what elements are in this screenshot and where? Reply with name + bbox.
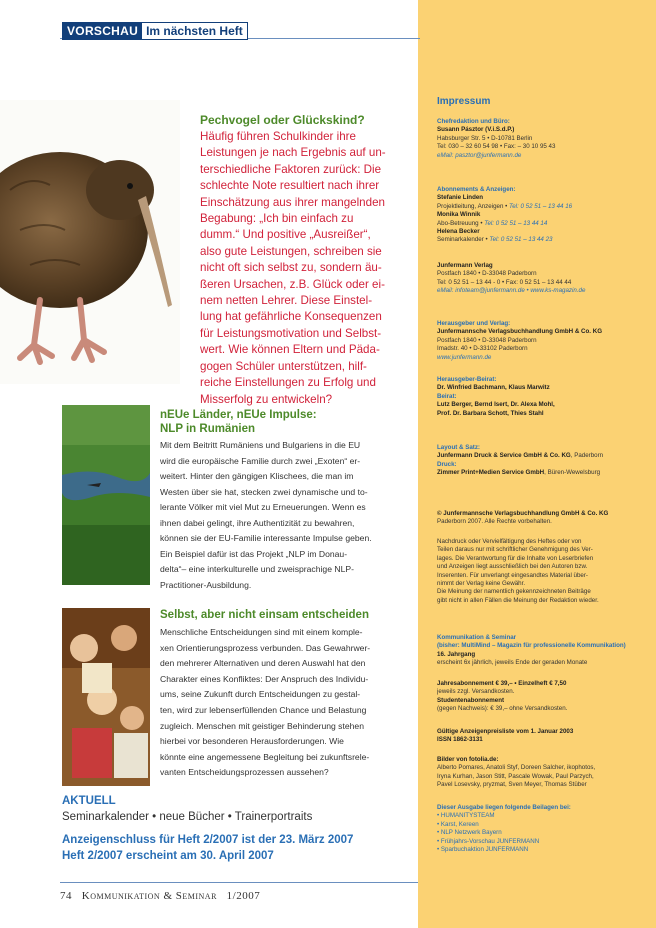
text-line: Leistungen je nach Ergebnis auf un-: [200, 146, 386, 160]
article-nlp-body: [160, 438, 410, 593]
imp-beilage: • Sparbuchaktion JUNFERMANN: [437, 846, 529, 854]
aktuell-items: Seminarkalender • neue Bücher • Trainerportraits: [62, 811, 313, 823]
header-tag: VORSCHAU: [63, 23, 142, 39]
imp-email: eMail: pasztor@junfermann.de: [437, 151, 522, 159]
imp-city: , Paderborn: [570, 452, 604, 460]
anzeigenschluss-note: Anzeigenschluss für Heft 2/2007 ist der 23. März 2007: [62, 834, 354, 846]
section-header: [62, 22, 248, 40]
imp-ks: [437, 634, 649, 668]
text-line: Charakter eines Konfliktes: Der Anspruch des Individu-: [160, 673, 369, 684]
imp-line: © Junfermannsche Verlagsbuchhandlung GmbH & Co. KG: [437, 510, 609, 517]
text-line: Practitioner-Ausbildung.: [160, 579, 252, 590]
imp-layout: [437, 444, 649, 478]
imp-phone: Tel: 0 52 51 – 13 44 16: [509, 202, 573, 210]
imp-website: www.junfermann.de: [437, 353, 492, 361]
kiwi-bird-image: [0, 100, 180, 384]
text-line: Mit dem Beitritt Rumäniens und Bulgariens in die EU: [160, 440, 361, 450]
text-line: ums, seine Zukunft durch Entscheidungen zu gestal-: [160, 689, 361, 700]
text-line: dumm.“ Und positive „Ausreißer“,: [200, 228, 371, 242]
text-line: ten, wird zur lebenserfüllenden Chance und Belastung: [160, 704, 367, 715]
imp-heading: Beirat:: [437, 392, 457, 400]
text-line: können sie der EU-Familie interessante Impulse geben.: [160, 533, 372, 543]
text-line: lerante Völker mit viel Mut zu Erneuerungen. Wenn es: [160, 502, 366, 512]
imp-role: Abo-Betreuung •: [437, 219, 485, 227]
imp-beilage: • Frühjahrs-Vorschau JUNFERMANN: [437, 837, 540, 845]
imp-heading: Chefredaktion und Büro:: [437, 118, 510, 125]
imp-line: Dr. Winfried Bachmann, Klaus Marwitz: [437, 384, 550, 392]
children-illustration: [62, 608, 150, 786]
text-line: nicht oft sich selbst zu, sondern äu-: [200, 261, 382, 275]
imp-line: lages. Die Verantwortung für die Inhalte von Leserbriefen: [437, 554, 594, 562]
aktuell-heading: AKTUELL: [62, 795, 116, 807]
text-line: vanten Entscheidungsprozessen aussehen?: [160, 767, 329, 778]
imp-role: Seminarkalender •: [437, 236, 490, 244]
imp-line: Nachdruck oder Vervielfältigung des Heftes oder von: [437, 538, 582, 545]
imp-company: Zimmer Print+Medien Service GmbH: [437, 469, 545, 477]
text-line: ihnen dabei gelingt, ihre Authentizität zu bewahren,: [160, 517, 355, 528]
imp-herausgeber: [437, 320, 649, 362]
imp-company: Junfermann Druck & Service GmbH & Co. KG: [437, 452, 571, 460]
imp-phone: Tel: 0 52 51 – 13 44 14: [484, 219, 548, 227]
text-line: xen Orientierungsprozess verbunden. Das Gewahrwer-: [160, 642, 371, 653]
text-line: delta“– eine interkulturelle und zweisprachige NLP-: [160, 564, 354, 574]
imp-line: Susann Pásztor (V.i.S.d.P.): [437, 126, 515, 134]
imp-line: Gültige Anzeigenpreisliste vom 1. Januar 2003: [437, 728, 574, 735]
imp-verlag: [437, 262, 649, 296]
imp-beilage: • NLP Netzwerk Bayern: [437, 829, 502, 837]
page-footer: [60, 890, 260, 902]
text-line: Menschliche Entscheidungen sind mit einem komple-: [160, 627, 363, 637]
imp-heading: Herausgeber und Verlag:: [437, 320, 511, 327]
imp-line: [437, 220, 649, 228]
imp-line: [437, 236, 649, 244]
imp-abonnements: [437, 186, 649, 245]
magazine-name: Kommunikation & Seminar: [81, 890, 217, 902]
imp-heading: Bilder von fotolia.de:: [437, 756, 499, 763]
imp-line: [437, 452, 649, 460]
impressum-title: Impressum: [437, 96, 491, 107]
imp-city: , Büren-Wewelsburg: [544, 469, 601, 477]
imp-line: Alberto Pomares, Anatoli Styf, Doreen Salcher, ikophotos,: [437, 764, 596, 772]
article-pechvogel-title: Pechvogel oder Glückskind?: [200, 113, 365, 127]
imp-rights: [437, 538, 649, 605]
text-line: für Leistungsmotivation und Selbst-: [200, 326, 382, 340]
imp-role: Projektleitung, Anzeigen •: [437, 202, 509, 210]
text-line: also gute Leistungen, schreiben sie: [200, 244, 382, 258]
text-line: lung hat gefährliche Konsequenzen: [200, 310, 382, 324]
imp-line: Paderborn 2007. Alle Rechte vorbehalten.: [437, 518, 552, 526]
imp-line: 16. Jahrgang: [437, 650, 476, 658]
imp-heading: Abonnements & Anzeigen:: [437, 186, 516, 193]
imp-beilagen: [437, 804, 649, 854]
text-line: wert. Wie können Eltern und Päda-: [200, 343, 380, 357]
title-line: nEUe Länder, nEUe Impulse:: [160, 409, 317, 421]
imp-line: ISSN 1862-3131: [437, 736, 483, 744]
imp-line: Inserenten. Für unverlangt eingesandtes Material über-: [437, 571, 588, 579]
text-line: Häufig führen Schulkinder ihre: [200, 130, 356, 143]
text-line: terschiedliche Faktoren zurück: Die: [200, 162, 382, 176]
footer-rule: [60, 882, 418, 883]
imp-line: (gegen Nachweis): € 39,– ohne Versandkosten.: [437, 705, 568, 713]
delta-illustration: [62, 405, 150, 585]
text-line: Misserfolg zu entwickeln?: [200, 392, 333, 406]
imp-line: Prof. Dr. Barbara Schott, Thies Stahl: [437, 409, 544, 417]
imp-line: Monika Winnik: [437, 211, 481, 219]
article-entscheiden-title: Selbst, aber nicht einsam entscheiden: [160, 609, 369, 621]
text-line: schlechte Note resultiert nach ihrer: [200, 179, 380, 193]
header-title: Im nächsten Heft: [142, 23, 247, 39]
imp-line: Die Meinung der namentlich gekennzeichneten Beiträge: [437, 588, 591, 596]
imp-heading: Kommunikation & Seminar: [437, 634, 517, 641]
imp-subheading: (bisher: MultiMind – Magazin für professionelle Kommunikation): [437, 642, 626, 650]
imp-line: Lutz Berger, Bernd Isert, Dr. Alexa Mohl,: [437, 401, 555, 409]
imp-line: gibt nicht in allen Fällen die Meinung der Redaktion wieder.: [437, 596, 599, 604]
imp-heading: Druck:: [437, 460, 457, 468]
article-entscheiden-body: [160, 625, 410, 781]
danube-delta-image: [62, 405, 150, 585]
imp-beilage: • Karst, Kereen: [437, 820, 479, 828]
text-line: hierbei vor besonderen Herausforderungen. Wie: [160, 736, 344, 747]
imp-line: Postfach 1840 • D-33048 Paderborn: [437, 336, 537, 344]
text-line: Einschätzung aus ihrer mangelnden: [200, 195, 385, 209]
imp-line: Habsburger Str. 5 • D-10781 Berlin: [437, 134, 533, 142]
imp-heading: Dieser Ausgabe liegen folgende Beilagen bei:: [437, 804, 571, 811]
text-line: den mehrerer Alternativen und deren Auswahl hat den: [160, 658, 366, 669]
imp-chefredaktion: [437, 118, 649, 160]
text-line: reiche Einstellungen zu Erfolg und: [200, 376, 376, 390]
text-line: nem netten Lehrer. Diese Einstel-: [200, 294, 373, 308]
imp-heading: Layout & Satz:: [437, 444, 480, 451]
text-line: wird die europäische Familie durch zwei „Exoten“ er-: [160, 455, 361, 466]
imp-line: Teilen daraus nur mit schriftlicher Genehmigung des Ver-: [437, 546, 593, 554]
article-nlp-title: [160, 408, 317, 436]
imp-line: Imadstr. 40 • D-33102 Paderborn: [437, 345, 528, 353]
text-line: weitert. Hinter den gängigen Klischees, die man im: [160, 471, 354, 481]
imp-email: eMail: infoteam@junfermann.de • www.ks-magazin.de: [437, 287, 586, 295]
imp-line: Iryna Kurhan, Jason Stitt, Pascale Wowak, Paul Parzych,: [437, 772, 594, 780]
imp-heading: Herausgeber-Beirat:: [437, 376, 497, 383]
text-line: ßeren Ursachen, z.B. Glück oder ei-: [200, 277, 385, 291]
imp-line: Tel: 030 – 32 60 54 98 • Fax: – 30 10 95 43: [437, 143, 556, 151]
text-line: könnte eine angemessene Begleitung bei zukunftsrele-: [160, 751, 370, 762]
imp-line: Stefanie Linden: [437, 194, 484, 202]
kiwi-bird-illustration: [0, 100, 180, 384]
children-group-image: [62, 608, 150, 786]
imp-line: Junfermann Verlag: [437, 262, 493, 269]
text-line: gogen Schüler unterstützen, hilf-: [200, 359, 367, 373]
text-line: Begabung: „Ich bin einfach zu: [200, 212, 354, 226]
imp-beirat: [437, 376, 649, 418]
imp-line: Pavel Losevsky, pryzmat, Sven Meyer, Thomas Stüber: [437, 781, 587, 789]
imp-copyright: [437, 510, 649, 527]
imp-line: Jahresabonnement € 39,– • Einzelheft € 7,50: [437, 680, 567, 687]
imp-line: Helena Becker: [437, 228, 480, 236]
imp-line: jeweils zzgl. Versandkosten.: [437, 688, 515, 696]
imp-line: nimmt der Verlag keine Gewähr.: [437, 580, 526, 588]
imp-line: Studentenabonnement: [437, 696, 505, 704]
issue-number: 1/2007: [226, 890, 261, 902]
title-line: NLP in Rumänien: [160, 423, 255, 435]
imp-line: [437, 469, 649, 477]
imp-beilage: • HUMANITYSTEAM: [437, 812, 495, 820]
imp-bilder: [437, 756, 649, 790]
imp-line: Tel: 0 52 51 – 13 44 - 0 • Fax: 0 52 51 – 13 44 44: [437, 278, 572, 286]
imp-preise: [437, 680, 649, 714]
text-line: zugleich. Menschen mit geistiger Behinderung stehen: [160, 720, 364, 731]
imp-preisliste: [437, 728, 649, 745]
text-line: Westen über sie hat, stecken zwei dynamische und to-: [160, 486, 368, 497]
imp-line: Postfach 1840 • D-33048 Paderborn: [437, 270, 537, 278]
imp-phone: Tel: 0 52 51 – 13 44 23: [489, 236, 553, 244]
page-number: 74: [60, 890, 72, 902]
erscheinungstermin-note: Heft 2/2007 erscheint am 30. April 2007: [62, 850, 274, 862]
text-line: Ein Beispiel dafür ist das Projekt „NLP im Donau-: [160, 548, 348, 559]
imp-line: Junfermannsche Verlagsbuchhandlung GmbH & Co. KG: [437, 328, 603, 336]
imp-line: erscheint 6x jährlich, jeweils Ende der geraden Monate: [437, 659, 588, 667]
imp-line: [437, 203, 649, 211]
article-pechvogel-body: [200, 129, 400, 408]
imp-line: und Anzeigen liegt ausschließlich bei den Autoren bzw.: [437, 563, 588, 571]
